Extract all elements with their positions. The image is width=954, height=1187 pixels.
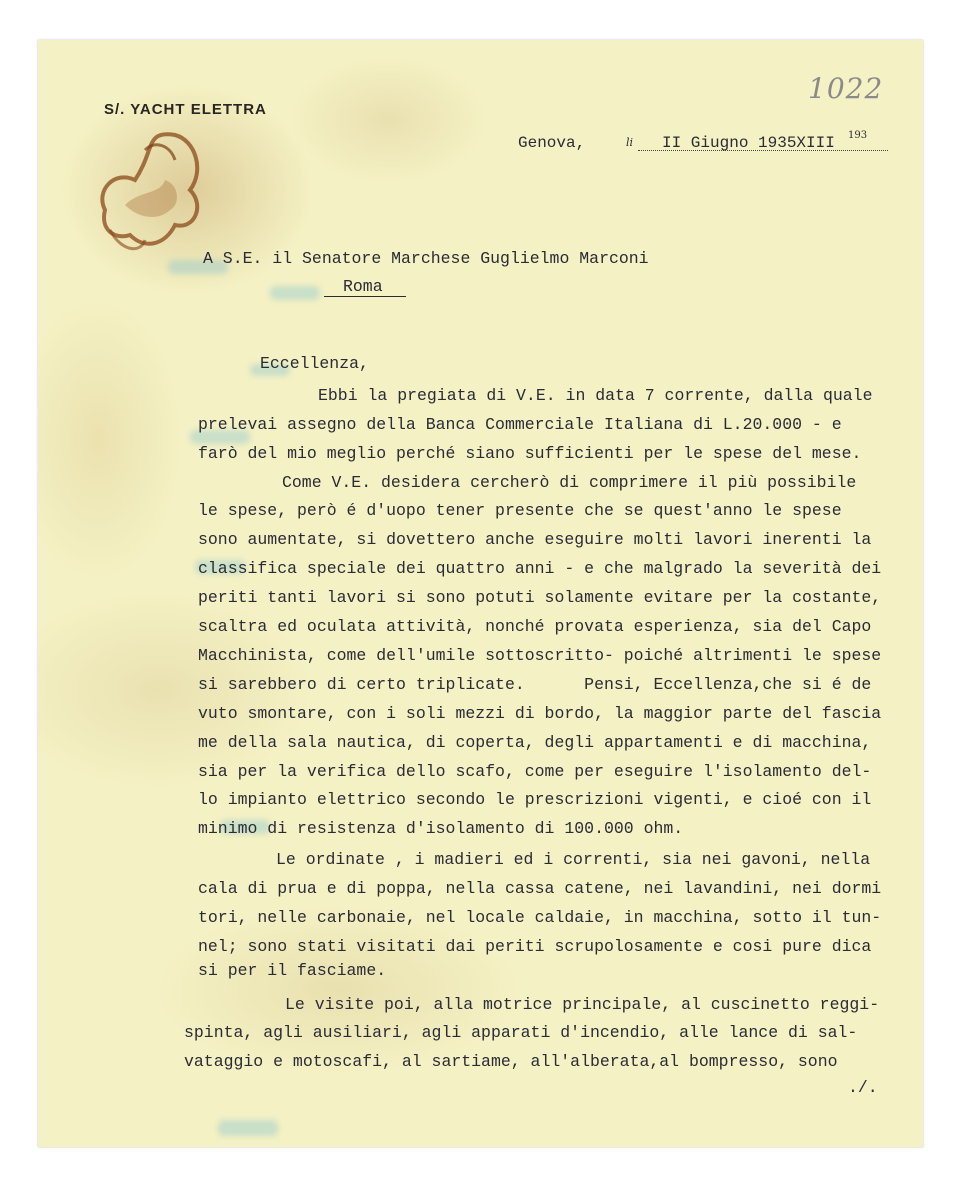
ink-offset-mark [218,1120,278,1136]
body-line: lo impianto elettrico secondo le prescrizioni vigenti, e cioé con il [198,790,872,809]
body-line: spinta, agli ausiliari, agli apparati d'incendio, alle lance di sal- [184,1023,858,1042]
body-line: tori, nelle carbonaie, nel locale caldaie, in macchina, sotto il tun- [198,908,882,927]
body-line: farò del mio meglio perché siano sufficienti per le spese del mese. [198,444,862,463]
destination-underline [324,296,406,297]
continuation-mark: ./. [848,1078,878,1097]
body-line: Le visite poi, alla motrice principale, al cuscinetto reggi- [285,995,880,1014]
body-line: cala di prua e di poppa, nella cassa catene, nei lavandini, nei dormi [198,879,882,898]
dateline-year-prefix: 193 [848,130,868,141]
archive-number: 1022 [808,72,884,105]
body-line: vuto smontare, con i soli mezzi di bordo, la maggior parte del fascia [198,704,882,723]
body-line: Macchinista, come dell'umile sottoscritto- poiché altrimenti le spese [198,646,882,665]
body-line: Le ordinate , i madieri ed i correnti, sia nei gavoni, nella [276,850,871,869]
addressee: A S.E. il Senatore Marchese Guglielmo Marconi [203,249,649,268]
body-line: Come V.E. desidera cercherò di comprimere il più possibile [282,473,857,492]
destination-city: Roma [343,277,383,296]
body-line: sia per la verifica dello scafo, come per eseguire l'isolamento del- [198,762,872,781]
body-line: si sarebbero di certo triplicate. Pensi, Eccellenza,che si é de [198,675,872,694]
body-line: me della sala nautica, di coperta, degli appartamenti e di macchina, [198,733,872,752]
body-line: si per il fasciame. [198,961,387,980]
body-line: Ebbi la pregiata di V.E. in data 7 corrente, dalla quale [318,386,873,405]
dateline-city: Genova, [518,134,586,152]
dateline-li: li [626,136,634,149]
body-line: scaltra ed oculata attività, nonché provata esperienza, sia del Capo [198,617,872,636]
body-line: minimo di resistenza d'isolamento di 100.000 ohm. [198,819,684,838]
body-line: vataggio e motoscafi, al sartiame, all'alberata,al bompresso, sono [184,1052,838,1071]
salutation: Eccellenza, [260,354,369,373]
body-line: le spese, però é d'uopo tener presente che se quest'anno le spese [198,501,842,520]
ink-offset-mark [270,286,320,300]
body-line: nel; sono stati visitati dai periti scrupolosamente e cosi pure dica [198,937,872,956]
body-line: sono aumentate, si dovettero anche eseguire molti lavori inerenti la [198,530,872,549]
rust-stain [85,110,225,260]
body-line: classifica speciale dei quattro anni - e che malgrado la severità dei [198,559,882,578]
letterhead: S/. YACHT ELETTRA [104,101,267,118]
dateline-date: II Giugno 1935XIII [662,134,835,152]
body-line: prelevai assegno della Banca Commerciale Italiana di L.20.000 - e [198,415,842,434]
body-line: periti tanti lavori si sono potuti solamente evitare per la costante, [198,588,882,607]
